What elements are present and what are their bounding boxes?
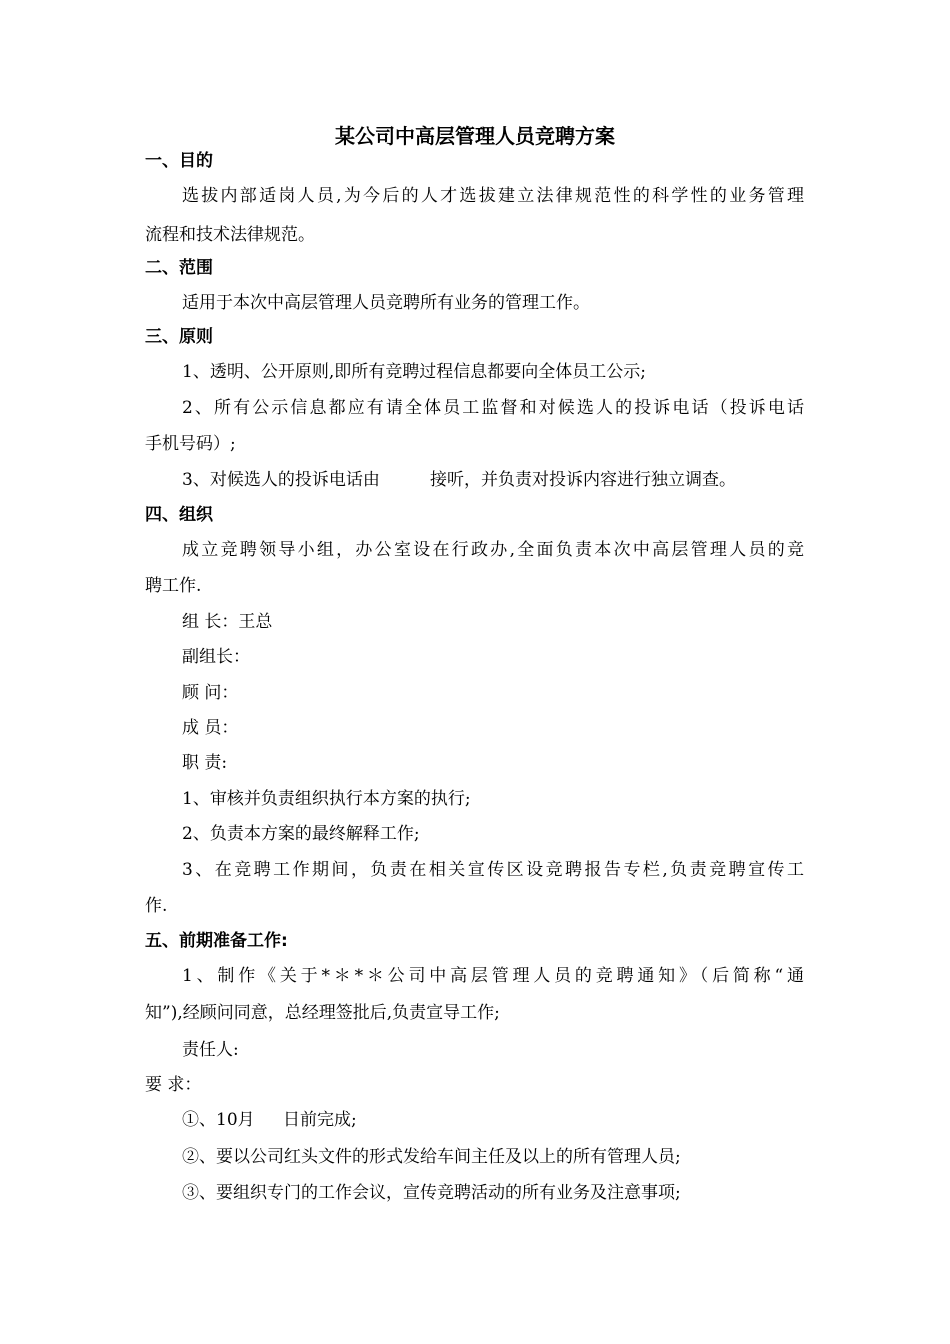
preparation-task-1-line2: 知”),经顾问同意，总经理签批后,负责宣导工作; <box>145 1003 500 1023</box>
role-advisor: 顾 问： <box>182 683 239 703</box>
principle-item-2-line2: 手机号码）; <box>145 434 236 454</box>
requirement-2: ②、要以公司红头文件的形式发给车间主任及以上的所有管理人员; <box>182 1147 681 1167</box>
organization-paragraph-line1: 成立竞聘领导小组，办公室设在行政办,全面负责本次中高层管理人员的竞 <box>182 540 804 560</box>
requirement-3: ③、要组织专门的工作会议，宣传竞聘活动的所有业务及注意事项; <box>182 1183 681 1203</box>
scope-paragraph: 适用于本次中高层管理人员竞聘所有业务的管理工作。 <box>182 293 590 313</box>
heading-principles: 三、原则 <box>145 327 213 347</box>
heading-scope: 二、范围 <box>145 258 213 278</box>
requirement-1-part1: ①、10月 <box>182 1110 255 1130</box>
role-leader: 组 长：王总 <box>182 612 273 632</box>
heading-organization: 四、组织 <box>145 505 213 525</box>
duty-item-2: 2、负责本方案的最终解释工作; <box>182 824 420 844</box>
heading-preparation: 五、前期准备工作: <box>145 931 288 951</box>
principle-item-2-line1: 2、所有公示信息都应有请全体员工监督和对候选人的投诉电话（投诉电话 <box>182 398 804 418</box>
principle-item-3-part2: 接听，并负责对投诉内容进行独立调查。 <box>430 470 736 490</box>
principle-item-1: 1、透明、公开原则,即所有竞聘过程信息都要向全体员工公示; <box>182 362 646 382</box>
purpose-paragraph-line2: 流程和技术法律规范。 <box>145 225 315 245</box>
duty-item-1: 1、审核并负责组织执行本方案的执行; <box>182 789 471 809</box>
role-deputy: 副组长： <box>182 647 250 667</box>
heading-purpose: 一、目的 <box>145 151 213 171</box>
requirements-label: 要 求： <box>145 1075 202 1095</box>
duty-item-3-line1: 3、在竞聘工作期间，负责在相关宣传区设竞聘报告专栏,负责竞聘宣传工 <box>182 860 804 880</box>
organization-paragraph-line2: 聘工作. <box>145 576 202 596</box>
role-duty: 职 责: <box>182 753 228 773</box>
requirement-1-part2: 日前完成; <box>283 1110 357 1130</box>
purpose-paragraph-line1: 选拔内部适岗人员,为今后的人才选拔建立法律规范性的科学性的业务管理 <box>182 186 804 206</box>
document-title: 某公司中高层管理人员竞聘方案 <box>335 124 615 148</box>
duty-item-3-line2: 作. <box>145 896 168 916</box>
responsible-person: 责任人: <box>182 1040 239 1060</box>
preparation-task-1-line1: 1、制作《关于*＊*＊公司中高层管理人员的竞聘通知》（后简称“通 <box>182 966 804 986</box>
principle-item-3-part1: 3、对候选人的投诉电话由 <box>182 470 380 490</box>
role-member: 成 员： <box>182 718 239 738</box>
